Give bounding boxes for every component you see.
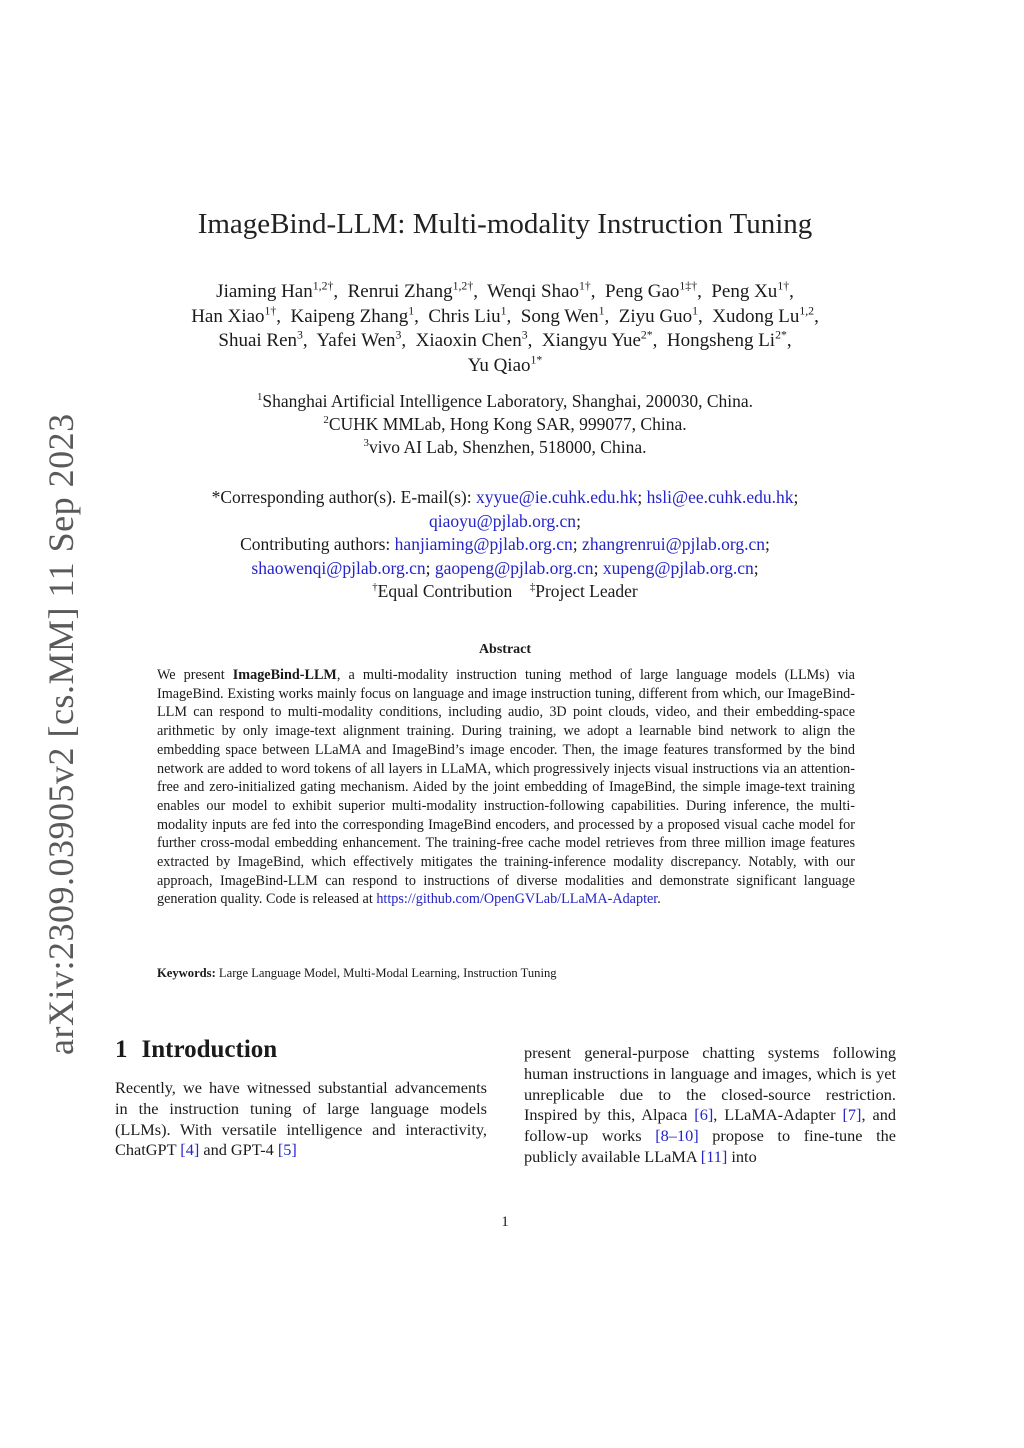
double-dagger-symbol: ‡	[529, 580, 536, 593]
affiliation: $^1$Shanghai Artificial Intelligence Laboratory, Shanghai, 200030, China.	[256, 390, 754, 411]
page-number: 1	[501, 1214, 509, 1230]
corresponding-label: *Corresponding author(s). E-mail(s):	[211, 487, 472, 507]
author: Xudong Lu$^{1,2}$	[712, 303, 815, 327]
affiliation: $^3$vivo AI Lab, Shenzhen, 518000, China.	[363, 436, 647, 457]
dagger-symbol: †	[372, 580, 378, 593]
abstract-body: We present ImageBind-LLM, a multi-modality instruction tuning method of large language models (LLMs) via ImageBind. Existing works mainly focus on language and image instruction tuning, different from which, our ImageBind-LLM can respond to multi-modality conditions, including audio, 3D point clouds, video, and their embedding-space arithmetic by only image-text alignment training. During training, we adopt a learnable bind network to align the embedding space between LLaMA and ImageBind’s image encoder. Then, the image features transformed by the bind network are added to word tokens of all layers in LLaMA, which progressively injects visual instructions via an attention-free and zero-initialized gating mechanism. Aided by the joint embedding of ImageBind, the simple image-text training enables our model to exhibit superior multi-modality instruction-following capabilities. During inference, the multi-modality inputs are fed into the corresponding ImageBind encoders, and processed by a proposed visual cache model for further cross-modal embedding enhancement. The training-free cache model retrieves from three million image features extracted by ImageBind, which effectively mitigates the training-inference modality discrepancy. Notably, with our approach, ImageBind-LLM can respond to instructions of diverse modalities and demonstrate significant language generation quality. Code is released at https://github.com/OpenGVLab/LLaMA-Adapter.	[157, 667, 855, 908]
citation-link[interactable]: [4]	[180, 1140, 200, 1160]
author: Yafei Wen$^3$	[316, 328, 402, 351]
author: Han Xiao$^{1\dagger}$	[191, 303, 277, 327]
author: Renrui Zhang$^{1,2\dagger}$	[347, 279, 474, 302]
email-link[interactable]: xupeng@pjlab.org.cn	[602, 557, 754, 578]
author: Wenqi Shao$^{1\dagger}$	[487, 279, 591, 302]
contact-block: *Corresponding author(s). E-mail(s): xyyue@ie.cuhk.edu.hk; hsli@ee.cuhk.edu.hk; qiaoyu@pjlab.org.cn; Contributing authors: hanjiaming@pjlab.org.cn; zhangrenrui@pjlab.org.cn; shaowenqi@pjlab.org.cn; gaopeng@pjlab.org.cn; xupeng@pjlab.org.cn; †Equal Contribution ‡Project Leader	[211, 487, 799, 601]
email-link[interactable]: gaopeng@pjlab.org.cn	[434, 557, 594, 578]
author: Xiangyu Yue$^{2*}$	[541, 328, 653, 351]
citation-link[interactable]: [8–10]	[655, 1126, 699, 1146]
method-name: ImageBind-LLM	[232, 667, 337, 683]
author: Shuai Ren$^3$	[218, 328, 303, 351]
intro-left-column: Recently, we have witnessed substantial advancements in the instruction tuning of large language models (LLMs). With versatile intelligence and interactivity, ChatGPT [4] and GPT-4 [5]	[115, 1078, 487, 1160]
author-list: Jiaming Han$^{1,2\dagger}$, Renrui Zhang$^{1,2\dagger}$, Wenqi Shao$^{1\dagger}$, Peng Gao$^{1\ddagger\dagger}$, Peng $Xu^{1\dagger}$, Han Xiao$^{1\dagger}$, Kaipeng Zhang$^1$, Chris Liu$^1$, Song Wen$^1$, Ziyu Guo$^1$, Xudong Lu$^{1,2}$, Shuai Ren$^3$, Yafei Wen$^3$, Xiaoxin Chen$^3$, Xiangyu Yue$^{2*}$, Hongsheng $Li^{2*}$, Yu Qiao$^{1*}$	[191, 279, 819, 376]
email-link[interactable]: hsli@ee.cuhk.edu.hk	[646, 487, 794, 507]
author: Peng Gao$^{1\ddagger\dagger}$	[605, 279, 698, 302]
citation-link[interactable]: [7]	[842, 1105, 862, 1125]
keywords-label: Keywords:	[157, 966, 216, 980]
citation-link[interactable]: [11]	[700, 1146, 728, 1166]
email-link[interactable]: qiaoyu@pjlab.org.cn	[429, 510, 577, 531]
paper-title: ImageBind-LLM: Multi-modality Instruction Tuning	[197, 208, 813, 240]
intro-right-column: present general-purpose chatting systems following human instructions in language and images, which is yet unreplicable due to the closed-source restriction. Inspired by this, Alpaca [6], LLaMA-Adapter [7], and follow-up works [8–10] propose to fine-tune the publicly available LLaMA [11] into	[524, 1043, 896, 1166]
section-number: 1	[115, 1036, 128, 1063]
citation-link[interactable]: [5]	[277, 1140, 297, 1160]
affiliation: $^2$CUHK MMLab, Hong Kong SAR, 999077, China.	[323, 413, 687, 434]
author: Ziyu Guo$^1$	[618, 303, 699, 327]
keywords	[157, 966, 855, 981]
equal-contribution-note: Equal Contribution	[377, 581, 513, 601]
contributing-label: Contributing authors:	[240, 534, 391, 554]
author: Yu Qiao$^{1*}$	[467, 352, 543, 376]
affiliation-list	[115, 390, 895, 459]
author: Jiaming Han$^{1,2\dagger}$	[216, 279, 334, 302]
author: Song Wen$^1$	[520, 303, 605, 327]
arxiv-identifier-stamp: arXiv:2309.03905v2 [cs.MM] 11 Sep 2023	[41, 413, 81, 1055]
abstract-heading: Abstract	[478, 642, 532, 657]
section-heading	[115, 1036, 277, 1064]
author: Peng $Xu^{1\dagger}$	[711, 279, 790, 302]
email-link[interactable]: shaowenqi@pjlab.org.cn	[251, 557, 426, 578]
author: Xiaoxin Chen$^3$	[415, 328, 528, 351]
email-link[interactable]: xyyue@ie.cuhk.edu.hk	[475, 487, 638, 507]
author: Chris Liu$^1$	[428, 303, 507, 327]
citation-link[interactable]: [6]	[694, 1105, 714, 1125]
project-leader-note: Project Leader	[535, 581, 638, 601]
author: Hongsheng $Li^{2*}$	[666, 328, 787, 351]
keywords-text: Large Language Model, Multi-Modal Learning, Instruction Tuning	[218, 966, 557, 980]
author: Kaipeng Zhang$^1$	[290, 303, 415, 327]
email-link[interactable]: hanjiaming@pjlab.org.cn	[394, 534, 573, 554]
code-link[interactable]: https://github.com/OpenGVLab/LLaMA-Adapter	[376, 891, 658, 908]
section-title: Introduction	[141, 1036, 278, 1063]
email-link[interactable]: zhangrenrui@pjlab.org.cn	[582, 534, 766, 554]
